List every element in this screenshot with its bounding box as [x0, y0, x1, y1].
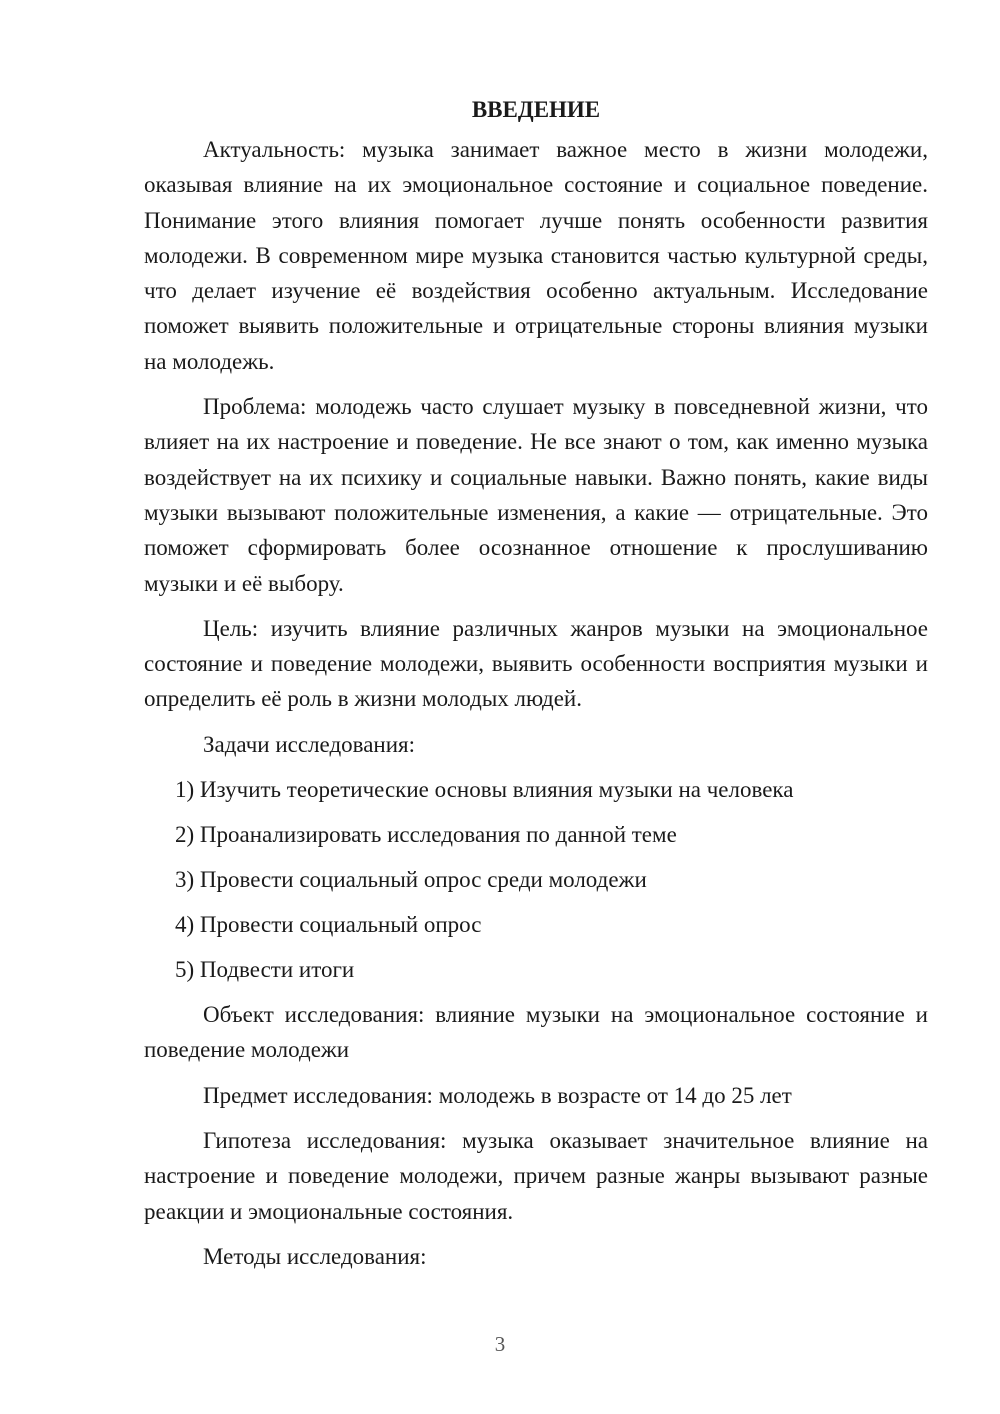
paragraph-relevance: Актуальность: музыка занимает важное место в жизни молодежи, оказывая влияние на их эмоциональное состояние и социальное поведение. Понимание этого влияния помогает лучше понять особенности развития молодежи. В современном мире музыка становится частью культурной среды, что делает изучение её воздействия особенно актуальным. Исследование поможет выявить положительные и отрицательные стороны влияния музыки на молодежь. [144, 137, 928, 374]
paragraph-problem: Проблема: молодежь часто слушает музыку в повседневной жизни, что влияет на их настроение и поведение. Не все знают о том, как именно музыка воздействует на их психику и социальные навыки. Важно понять, какие виды музыки вызывают положительные изменения, а какие — отрицательные. Это поможет сформировать более осознанное отношение к прослушиванию музыки и её выбору. [144, 394, 928, 596]
list-item: 4) Провести социальный опрос [175, 912, 482, 938]
page-number: 3 [494, 1332, 506, 1356]
list-item: 2) Проанализировать исследования по данной теме [175, 822, 677, 848]
methods-heading: Методы исследования: [203, 1243, 427, 1269]
paragraph-subject: Предмет исследования: молодежь в возрасте от 14 до 25 лет [203, 1082, 792, 1108]
list-item: 1) Изучить теоретические основы влияния музыки на человека [175, 777, 794, 803]
paragraph-goal: Цель: изучить влияние различных жанров музыки на эмоциональное состояние и поведение молодежи, выявить особенности восприятия музыки и определить её роль в жизни молодых людей. [144, 615, 928, 712]
list-item: 3) Провести социальный опрос среди молодежи [175, 867, 647, 893]
document-page [144, 92, 928, 1274]
document-title: ВВЕДЕНИЕ [471, 97, 601, 122]
paragraph-hypothesis: Гипотеза исследования: музыка оказывает значительное влияние на настроение и поведение молодежи, причем разные жанры вызывают разные реакции и эмоциональные состояния. [144, 1127, 928, 1224]
tasks-list [144, 772, 928, 987]
list-item: 5) Подвести итоги [175, 957, 355, 983]
tasks-heading: Задачи исследования: [203, 731, 416, 757]
paragraph-object: Объект исследования: влияние музыки на эмоциональное состояние и поведение молодежи [144, 1002, 928, 1063]
